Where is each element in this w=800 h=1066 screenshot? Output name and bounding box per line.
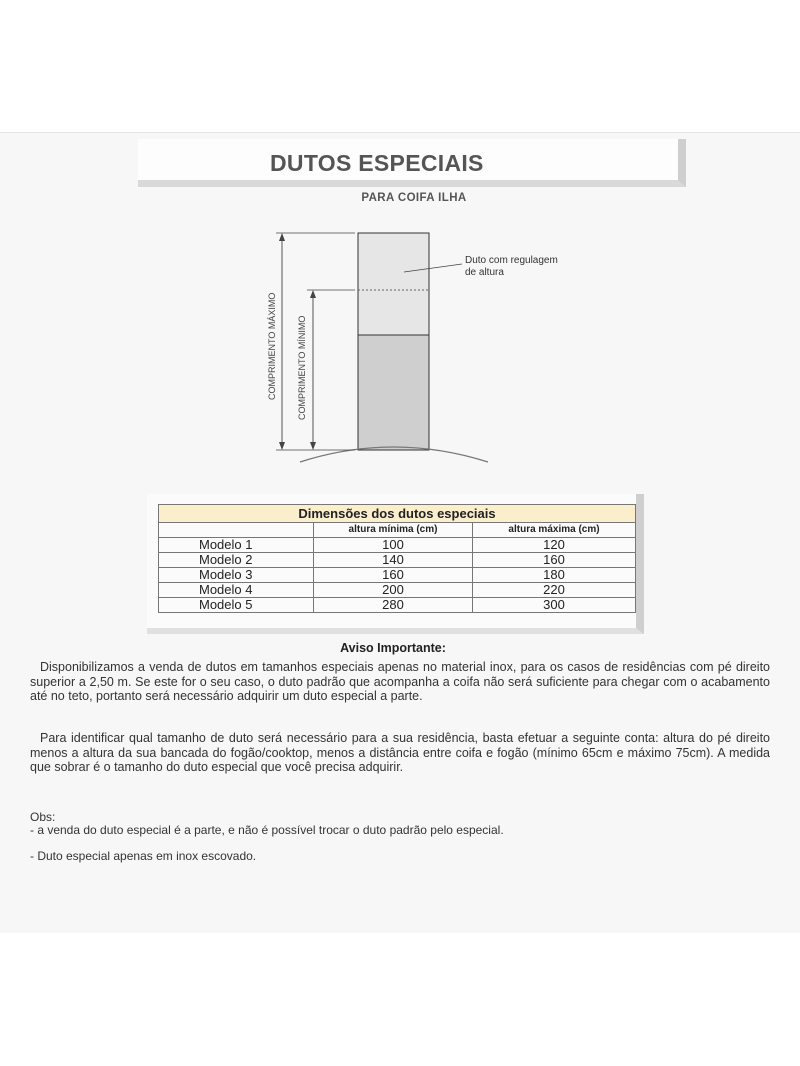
model-cell: Modelo 5	[159, 598, 314, 613]
header-empty-cell	[159, 523, 314, 538]
obs-item-2: - Duto especial apenas em inox escovado.	[30, 849, 257, 863]
max-cell: 160	[473, 553, 636, 568]
duct-upper-section	[358, 233, 429, 335]
obs-label: Obs:	[30, 810, 56, 824]
label-min-length: COMPRIMENTO MÍNIMO	[297, 315, 307, 420]
max-cell: 180	[473, 568, 636, 583]
duct-lower-section	[358, 335, 429, 450]
model-cell: Modelo 1	[159, 538, 314, 553]
header-max-height: altura máxima (cm)	[473, 523, 636, 538]
label-max-length: COMPRIMENTO MÁXIMO	[267, 292, 277, 400]
table-row	[159, 583, 636, 598]
max-bottom-arrow	[279, 442, 285, 450]
page-subtitle: PARA COIFA ILHA	[361, 192, 467, 204]
header-min-height: altura mínima (cm)	[314, 523, 473, 538]
min-cell: 200	[314, 583, 473, 598]
dimensions-table	[158, 504, 636, 613]
min-bottom-arrow	[310, 442, 316, 450]
min-cell: 100	[314, 538, 473, 553]
notice-paragraph-1: Disponibilizamos a venda de dutos em tamanhos especiais apenas no material inox, para os casos de residências com pé direito superior a 2,50 m. Se este for o seu caso, o duto padrão que acompanha a coifa não será suficiente para chegar com o acabamento até no teto, portanto será necessário adquirir um duto especial a parte.	[30, 660, 770, 703]
notice-title: Aviso Importante:	[340, 641, 446, 655]
table-row	[159, 538, 636, 553]
table-row	[159, 598, 636, 613]
duct-diagram	[0, 0, 800, 480]
obs-item-1: - a venda do duto especial é a parte, e não é possível trocar o duto padrão pelo especial.	[30, 823, 504, 837]
max-cell: 120	[473, 538, 636, 553]
max-cell: 300	[473, 598, 636, 613]
page-title: DUTOS ESPECIAIS	[270, 150, 484, 176]
table-caption: Dimensões dos dutos especiais	[159, 505, 636, 523]
model-cell: Modelo 3	[159, 568, 314, 583]
notice-paragraph-2: Para identificar qual tamanho de duto será necessário para a sua residência, basta efetuar a seguinte conta: altura do pé direito menos a altura da sua bancada do fogão/cooktop, menos a distância entre coifa e fogão (mínimo 65cm e máximo 75cm). A medida que sobrar é o tamanho do duto especial que você precisa adquirir.	[30, 731, 770, 774]
model-cell: Modelo 4	[159, 583, 314, 598]
max-top-arrow	[279, 233, 285, 241]
model-cell: Modelo 2	[159, 553, 314, 568]
min-top-arrow	[310, 290, 316, 298]
min-cell: 280	[314, 598, 473, 613]
table-row	[159, 553, 636, 568]
min-cell: 160	[314, 568, 473, 583]
max-cell: 220	[473, 583, 636, 598]
table-row	[159, 568, 636, 583]
callout-label: Duto com regulagem de altura	[465, 255, 558, 278]
min-cell: 140	[314, 553, 473, 568]
